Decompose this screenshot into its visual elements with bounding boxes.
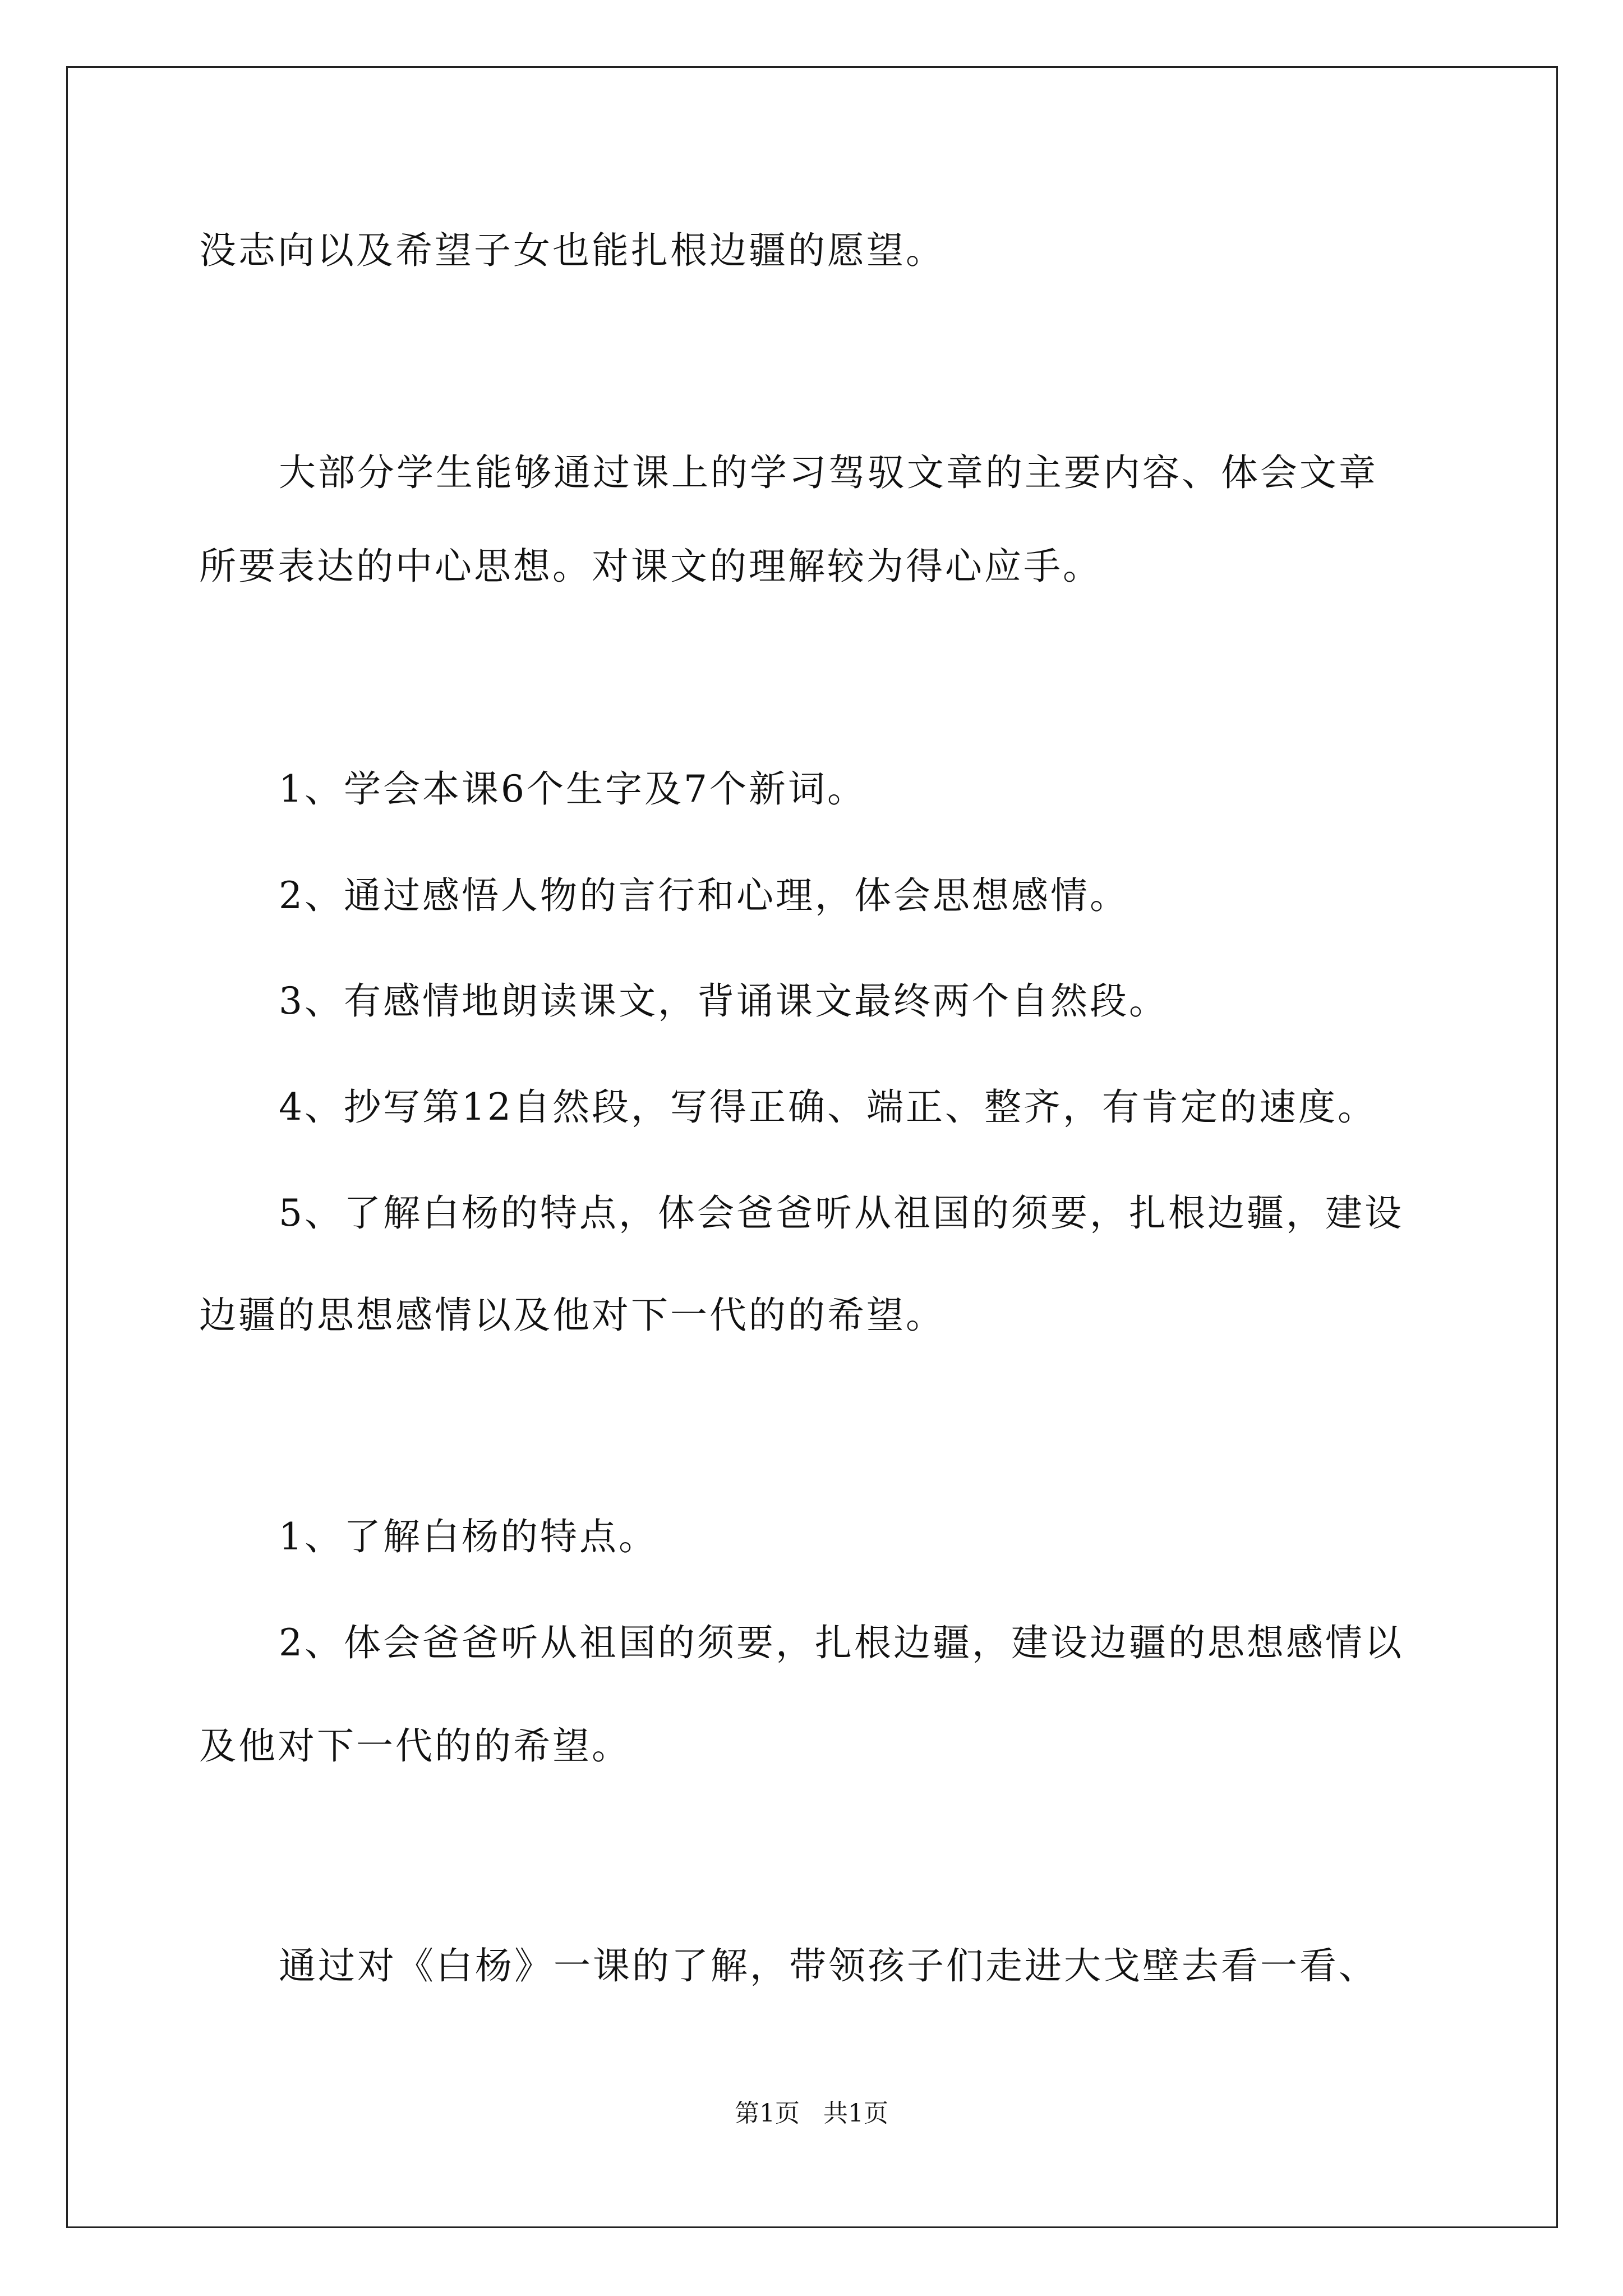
paragraph-line: 大部分学生能够通过课上的学习驾驭文章的主要内容、体会文章 <box>279 451 1378 494</box>
goal-item: 1、学会本课6个生字及7个新词。 <box>279 767 866 811</box>
page-number-footer: 第1页 共1页 <box>735 2099 888 2128</box>
paragraph-line: 通过对《白杨》一课的了解，带领孩子们走进大戈壁去看一看、 <box>279 1944 1378 1987</box>
goal-item: 5、了解白杨的特点，体会爸爸听从祖国的须要，扎根边疆，建设 <box>279 1191 1404 1235</box>
key-point-item-continuation: 及他对下一代的的希望。 <box>199 1724 631 1768</box>
goal-item: 3、有感情地朗读课文，背诵课文最终两个自然段。 <box>279 979 1168 1023</box>
key-point-item: 1、了解白杨的特点。 <box>279 1515 658 1558</box>
page-border <box>66 66 1558 2228</box>
goal-item-continuation: 边疆的思想感情以及他对下一代的的希望。 <box>199 1294 945 1337</box>
paragraph-line: 所要表达的中心思想。对课文的理解较为得心应手。 <box>199 545 1102 588</box>
goal-item: 2、通过感悟人物的言行和心理，体会思想感情。 <box>279 874 1129 917</box>
key-point-item: 2、体会爸爸听从祖国的须要，扎根边疆，建设边疆的思想感情以 <box>279 1621 1404 1664</box>
goal-item: 4、抄写第12自然段，写得正确、端正、整齐，有肯定的速度。 <box>279 1085 1377 1129</box>
paragraph-line: 没志向以及希望子女也能扎根边疆的愿望。 <box>199 229 945 272</box>
